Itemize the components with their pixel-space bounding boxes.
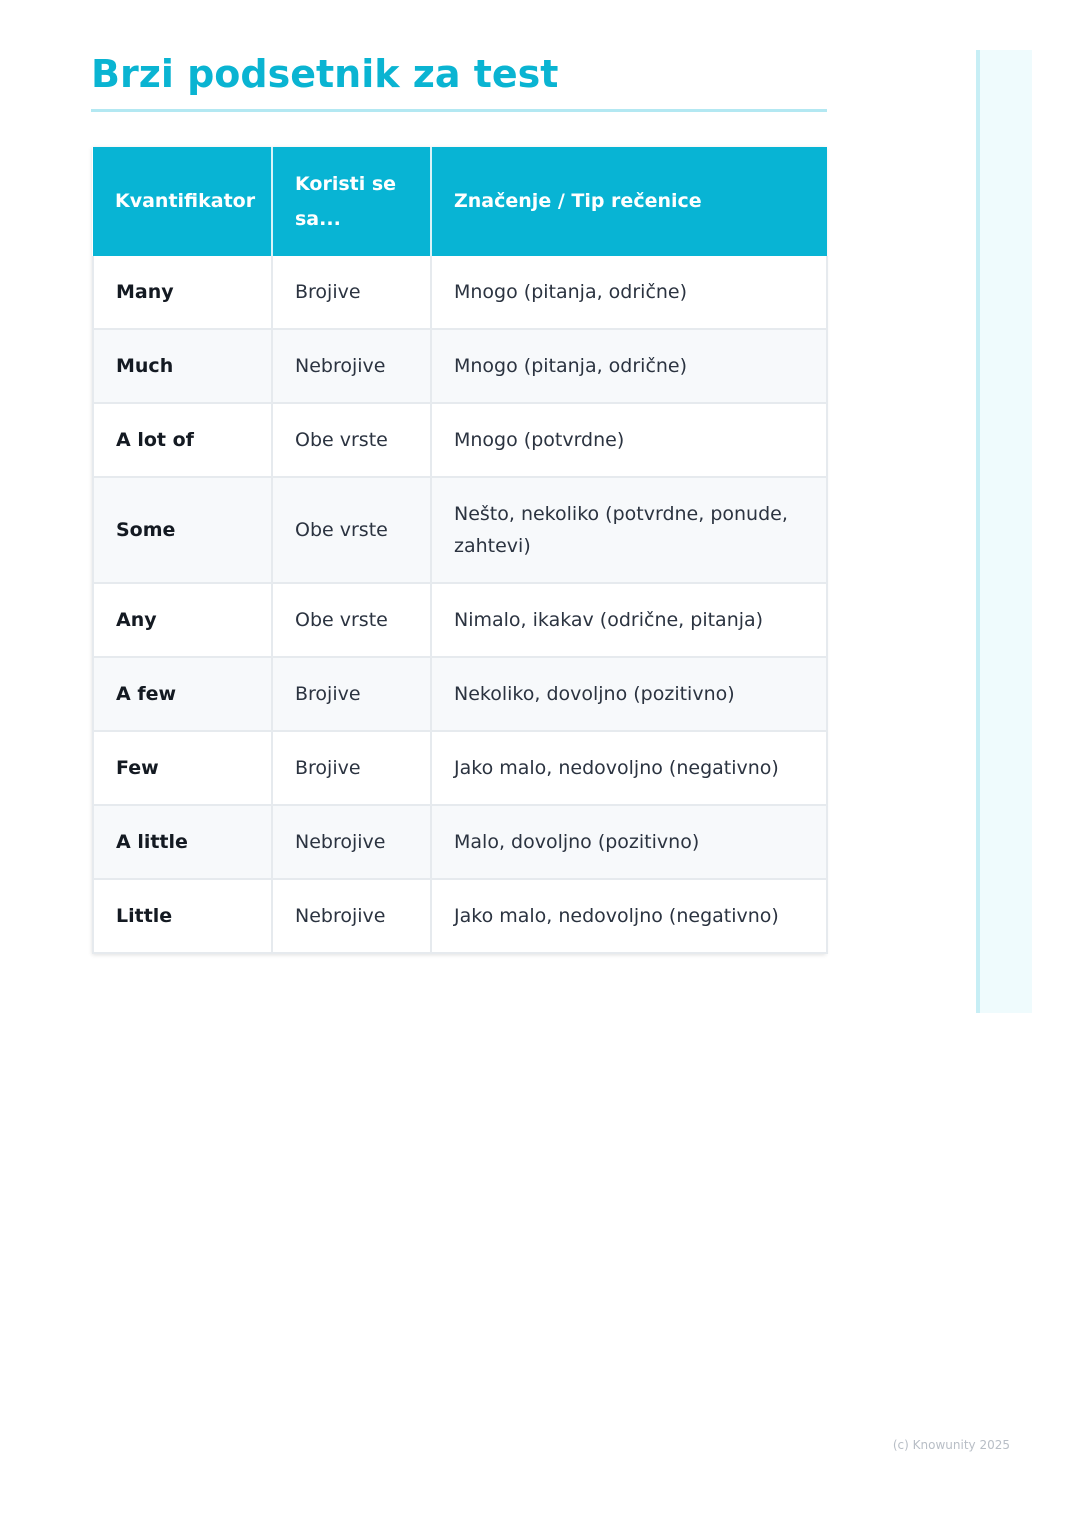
- quantifier-cell: Many: [93, 256, 272, 329]
- used-with-cell: Nebrojive: [272, 879, 431, 953]
- meaning-cell: Jako malo, nedovoljno (negativno): [431, 731, 827, 805]
- meaning-cell: Nekoliko, dovoljno (pozitivno): [431, 657, 827, 731]
- used-with-cell: Brojive: [272, 731, 431, 805]
- quantifier-cell: A lot of: [93, 403, 272, 477]
- meaning-cell: Jako malo, nedovoljno (negativno): [431, 879, 827, 953]
- table-row: [93, 477, 827, 583]
- quantifier-cell: A little: [93, 805, 272, 879]
- used-with-cell: Obe vrste: [272, 403, 431, 477]
- used-with-cell: Brojive: [272, 657, 431, 731]
- header-used-with: [272, 147, 431, 256]
- header-meaning: Značenje / Tip rečenice: [431, 147, 827, 256]
- table-row: [93, 256, 827, 329]
- table-row: [93, 657, 827, 731]
- quantifier-cell: Some: [93, 477, 272, 583]
- footer-copyright: (c) Knowunity 2025: [892, 1438, 1010, 1452]
- used-with-cell: Obe vrste: [272, 583, 431, 657]
- table-header-row: [93, 147, 827, 256]
- table-row: [93, 583, 827, 657]
- used-with-cell: Nebrojive: [272, 329, 431, 403]
- table-row: [93, 879, 827, 953]
- quantifier-cell: Any: [93, 583, 272, 657]
- meaning-cell: Nešto, nekoliko (potvrdne, ponude, zahtevi): [431, 477, 827, 583]
- quantifier-cell: Little: [93, 879, 272, 953]
- header-used-with-line: Koristi se: [295, 172, 397, 195]
- header-quantifier: Kvantifikator: [93, 147, 272, 256]
- page-title: Brzi podsetnik za test: [91, 52, 559, 96]
- table-row: [93, 329, 827, 403]
- header-used-with-line: sa...: [295, 207, 341, 230]
- quantifier-table: [92, 147, 826, 954]
- meaning-cell: Malo, dovoljno (pozitivno): [431, 805, 827, 879]
- side-panel: [976, 50, 1032, 1013]
- quantifier-cell: A few: [93, 657, 272, 731]
- quantifier-cell: Few: [93, 731, 272, 805]
- table-row: [93, 805, 827, 879]
- meaning-cell: Mnogo (pitanja, odrične): [431, 256, 827, 329]
- quantifier-cell: Much: [93, 329, 272, 403]
- title-underline: [91, 109, 827, 112]
- meaning-cell: Mnogo (potvrdne): [431, 403, 827, 477]
- used-with-cell: Obe vrste: [272, 477, 431, 583]
- used-with-cell: Nebrojive: [272, 805, 431, 879]
- meaning-cell: Mnogo (pitanja, odrične): [431, 329, 827, 403]
- table-row: [93, 403, 827, 477]
- meaning-cell: Nimalo, ikakav (odrične, pitanja): [431, 583, 827, 657]
- table-row: [93, 731, 827, 805]
- used-with-cell: Brojive: [272, 256, 431, 329]
